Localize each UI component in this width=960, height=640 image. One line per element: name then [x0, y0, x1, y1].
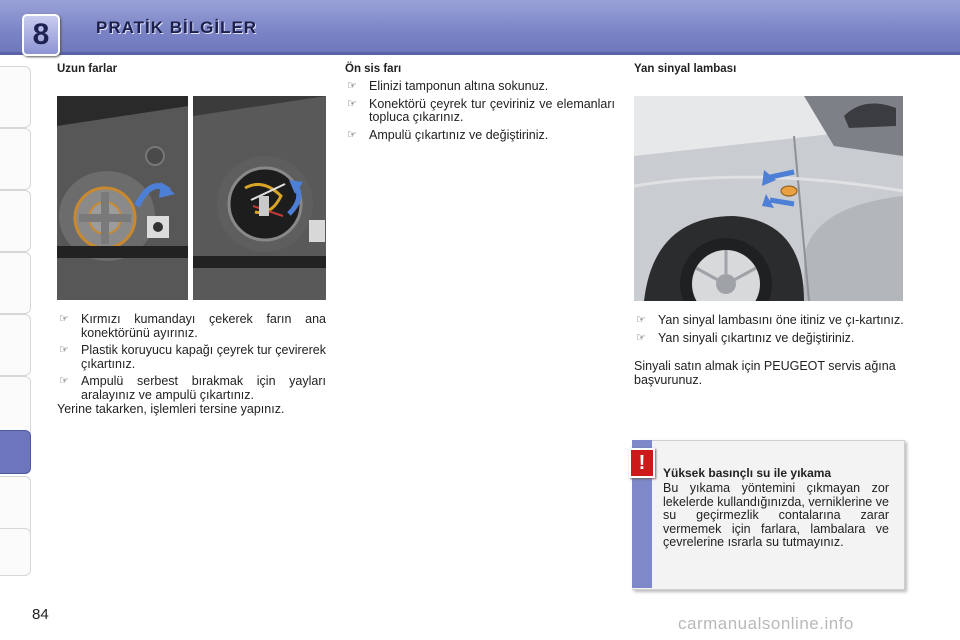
pointing-hand-icon: ☞ — [636, 331, 646, 344]
watermark: carmanualsonline.info — [678, 614, 854, 633]
pointing-hand-icon: ☞ — [59, 313, 69, 325]
chapter-tab-2[interactable] — [0, 128, 31, 190]
chapter-title: PRATİK BİLGİLER — [96, 18, 258, 37]
side-indicator-photo — [634, 96, 903, 301]
exclamation-icon: ! — [629, 448, 655, 478]
chapter-number-badge: 8 — [22, 14, 60, 56]
fog-lamp-steps — [345, 80, 615, 146]
list-item: ☞ Elinizi tamponun altına sokunuz. — [347, 79, 549, 93]
chapter-tab-3[interactable] — [0, 190, 31, 252]
chapter-tab-5[interactable] — [0, 314, 31, 376]
list-item: ☞ Ampulü çıkartınız ve değiştiriniz. — [347, 127, 549, 142]
pointing-hand-icon: ☞ — [636, 314, 646, 326]
list-item: ☞ Yan sinyali çıkartınız ve değiştiriniz. — [636, 330, 855, 345]
chapter-tab-6[interactable] — [0, 376, 31, 438]
side-indicator-steps — [634, 314, 904, 349]
list-item: ☞ Kırmızı kumandayı çekerek farın ana konektörünü ayırınız. — [59, 312, 326, 340]
high-beam-title: Uzun farlar — [57, 63, 118, 75]
list-item: ☞ Konektörü çeyrek tur çeviriniz ve elemanları topluca çıkarınız. — [347, 96, 615, 124]
pointing-hand-icon: ☞ — [347, 80, 357, 92]
pointing-hand-icon: ☞ — [59, 344, 69, 356]
pointing-hand-icon: ☞ — [59, 375, 69, 387]
chapter-tab-4[interactable] — [0, 252, 31, 314]
list-item: ☞ Yan sinyal lambasını öne itiniz ve çı-kartınız. — [636, 313, 904, 327]
page-number: 84 — [32, 606, 49, 623]
pointing-hand-icon: ☞ — [347, 97, 357, 110]
headlamp-photo-2 — [193, 96, 326, 300]
header-divider — [0, 52, 960, 55]
warning-title: Yüksek basınçlı su ile yıkama — [663, 466, 832, 480]
chapter-tab-10[interactable] — [0, 528, 31, 576]
warning-text: Bu yıkama yöntemini çıkmayan zor lekelerde kullandığınızda, verniklerine ve su geçirmezlik contalarına zarar vermemek için farlara, lambalara ve çevrelerine ısrarla su tutmayınız. — [663, 481, 889, 549]
side-indicator-note: Sinyali satın almak için PEUGEOT servis ağına başvurunuz. — [634, 359, 896, 387]
fog-lamp-title: Ön sis farı — [345, 63, 402, 75]
pointing-hand-icon: ☞ — [347, 128, 357, 141]
chapter-tab-1[interactable] — [0, 66, 31, 128]
headlamp-photo-1 — [57, 96, 188, 300]
side-indicator-title: Yan sinyal lambası — [634, 63, 737, 75]
high-beam-note: Yerine takarken, işlemleri tersine yapınız. — [57, 402, 285, 416]
chapter-tabs — [0, 66, 32, 576]
high-beam-steps — [57, 313, 326, 406]
list-item: ☞ Plastik koruyucu kapağı çeyrek tur çevirerek çıkartınız. — [59, 343, 326, 371]
list-item: ☞ Ampulü serbest bırakmak için yayları aralayınız ve ampulü çıkartınız. — [59, 374, 326, 402]
chapter-tab-8-active[interactable] — [0, 430, 31, 474]
